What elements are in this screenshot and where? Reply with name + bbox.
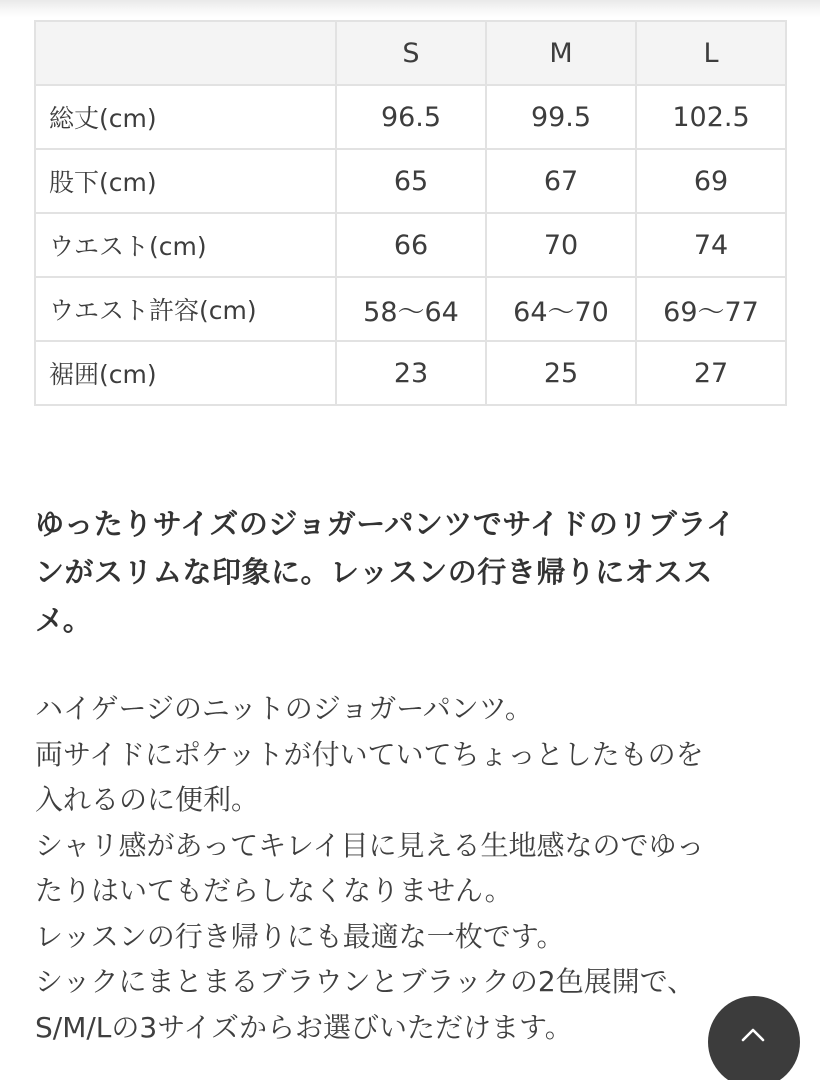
description-line: シックにまとまるブラウンとブラックの2色展開で、: [35, 965, 696, 998]
product-description: [35, 686, 775, 1050]
table-cell: 27: [636, 341, 786, 405]
description-line: レッスンの行き帰りにも最適な一枚です。: [35, 919, 565, 953]
description-line: 入れるのに便利。: [35, 783, 260, 816]
header-cell-l: L: [636, 21, 786, 85]
chevron-up-icon: [740, 1022, 766, 1048]
row-label: ウエスト許容(cm): [35, 277, 336, 341]
description-line: たりはいてもだらしなくなりません。: [35, 874, 513, 907]
product-headline: [35, 500, 775, 644]
table-cell: 66: [336, 213, 486, 277]
table-cell: 96.5: [336, 85, 486, 149]
table-row: [35, 85, 786, 149]
top-shadow: [0, 0, 820, 18]
headline-line: ゆったりサイズのジョガーパンツでサイドのリブライ: [35, 507, 736, 541]
row-label: 裾囲(cm): [35, 341, 336, 405]
row-label: ウエスト(cm): [35, 213, 336, 277]
table-row: [35, 341, 786, 405]
table-cell: 25: [486, 341, 636, 405]
headline-line: メ。: [35, 603, 93, 637]
table-cell: 102.5: [636, 85, 786, 149]
table-row: [35, 277, 786, 341]
table-row: [35, 213, 786, 277]
table-cell: 23: [336, 341, 486, 405]
table-cell: 70: [486, 213, 636, 277]
table-cell: 58〜64: [336, 277, 486, 341]
size-table: [34, 20, 787, 406]
header-cell-m: M: [486, 21, 636, 85]
description-line: 両サイドにポケットが付いていてちょっとしたものを: [35, 737, 704, 771]
table-cell: 69: [636, 149, 786, 213]
description-line: シャリ感があってキレイ目に見える生地感なのでゆっ: [35, 828, 705, 862]
size-table-header: [35, 21, 786, 85]
header-cell-s: S: [336, 21, 486, 85]
description-line: S/M/Lの3サイズからお選びいただけます。: [35, 1010, 573, 1044]
headline-line: ンがスリムな印象に。レッスンの行き帰りにオスス: [35, 555, 713, 589]
table-cell: 69〜77: [636, 277, 786, 341]
row-label: 総丈(cm): [35, 85, 336, 149]
table-cell: 74: [636, 213, 786, 277]
description-line: ハイゲージのニットのジョガーパンツ。: [35, 692, 533, 725]
header-cell-blank: [35, 21, 336, 85]
table-cell: 64〜70: [486, 277, 636, 341]
scroll-to-top-button[interactable]: [708, 996, 800, 1080]
table-cell: 99.5: [486, 85, 636, 149]
table-row: [35, 149, 786, 213]
table-cell: 65: [336, 149, 486, 213]
table-cell: 67: [486, 149, 636, 213]
row-label: 股下(cm): [35, 149, 336, 213]
